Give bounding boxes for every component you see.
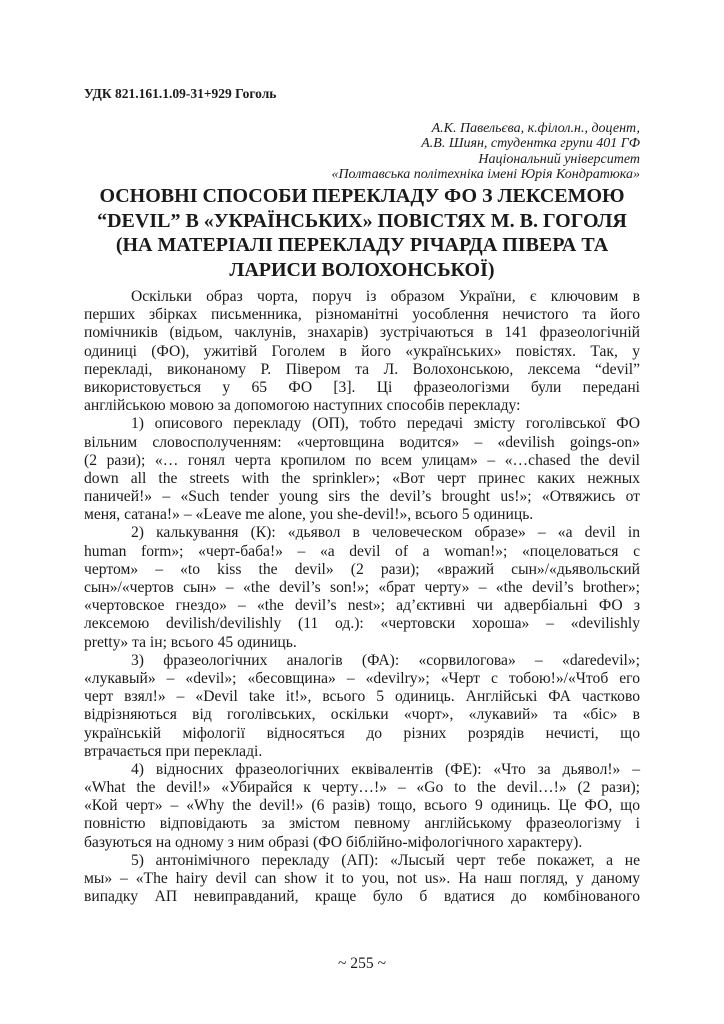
- paragraph: [84, 852, 640, 907]
- text-line: англійською мовою за допомогою наступних способів перекладу:: [84, 397, 521, 415]
- text-line: меня, сатана!» – «Leave me alone, you she-devil!», всього 5 одиниць.: [84, 506, 534, 524]
- text-line: human form»; «черт-баба!» – «a devil of a woman!»; «поцеловаться с: [84, 542, 640, 560]
- text-line: pretty» та ін; всього 45 одиниць.: [84, 633, 297, 651]
- title-line: (НА МАТЕРІАЛІ ПЕРЕКЛАДУ РІЧАРДА ПІВЕРА ТА: [115, 234, 609, 256]
- text-line: 1) описового перекладу (ОП), тобто передачі змісту гоголівської ФО: [131, 415, 640, 433]
- text-line: повністю відповідають за змістом певному англійському фразеологізму і: [84, 815, 640, 833]
- text-line: використовується у 65 ФО [3]. Ці фразеологізми були передані: [84, 378, 640, 396]
- article-body: [84, 288, 640, 906]
- text-line: «лукавый» – «devil»; «бесовщина» – «devilry»; «Черт с тобою!»/«Чтоб его: [84, 669, 640, 687]
- text-line: випадку АП невиправданий, краще було б вдатися до комбінованого: [84, 888, 640, 906]
- text-line: перших збірках письменника, різноманітні уособлення нечистого та його: [84, 306, 640, 324]
- title-line: “DEVIL” В «УКРАЇНСЬКИХ» ПОВІСТЯХ М. В. ГОГОЛЯ: [97, 209, 627, 232]
- text-line: вільним словосполученням: «чертовщина водится» – «devilish goings-on»: [84, 433, 640, 451]
- paragraph: [84, 415, 640, 524]
- text-line: Оскільки образ чорта, поруч із образом України, є ключовим в: [131, 288, 640, 305]
- udc-code: УДК 821.161.1.09-31+929 Гоголь: [84, 86, 277, 101]
- text-line: помічників (відьом, чаклунів, знахарів) зустрічаються в 141 фразеологічній: [84, 324, 640, 342]
- text-line: 3) фразеологічних аналогів (ФА): «сорвилогова» – «daredevil»;: [131, 651, 640, 669]
- text-line: «Кой черт» – «Why the devil!» (6 разів) тощо, всього 9 одиниць. Це ФО, що: [84, 797, 640, 815]
- paragraph: [84, 288, 640, 415]
- text-line: українській міфології відносяться до різних розрядів нечисті, що: [84, 724, 640, 742]
- affiliation-line: Національний університет: [478, 151, 640, 167]
- text-line: (2 рази); «… гонял черта кропилом по всем улицам» – «…chased the devil: [84, 451, 640, 469]
- text-line: паничей!» – «Such tender young sirs the devil’s brought us!»; «Отвяжись от: [84, 488, 640, 506]
- title-line: ЛАРИСИ ВОЛОХОНСЬКОЇ): [229, 258, 495, 281]
- title-line: ОСНОВНІ СПОСОБИ ПЕРЕКЛАДУ ФО З ЛЕКСЕМОЮ: [99, 185, 625, 207]
- article-title: [84, 184, 640, 282]
- author-block: [331, 121, 640, 182]
- text-line: лексемою devilish/devilishly (11 од.): «чертовски хороша» – «devilishly: [84, 615, 640, 633]
- paragraph: [84, 652, 640, 761]
- text-line: базуються на одному з ним образі (ФО біблійно-міфологічного характеру).: [84, 833, 583, 851]
- text-line: «What the devil!» «Убирайся к черту…!» – «Go to the devil…!» (2 рази);: [84, 779, 640, 797]
- text-line: чертом» – «to kiss the devil» (2 рази); «вражий сын»/«дьявольский: [84, 560, 640, 578]
- paragraph: [84, 761, 640, 852]
- text-line: відрізняються від гоголівських, оскільки «чорт», «лукавий» та «біс» в: [84, 706, 640, 724]
- text-line: втрачається при перекладі.: [84, 742, 263, 760]
- text-line: черт взял!» – «Devil take it!», всього 5 одиниць. Англійські ФА частково: [84, 688, 640, 706]
- text-line: down all the streets with the sprinkler»; «Вот черт принес каких нежных: [84, 469, 640, 487]
- author-line: А.К. Павельєва, к.філол.н., доцент,: [431, 121, 640, 136]
- text-line: «чертовское гнездо» – «the devil’s nest»; ад’єктивні чи адвербіальні ФО з: [84, 597, 640, 615]
- page-number: ~ 255 ~: [337, 955, 387, 972]
- text-line: сын»/«чертов сын» – «the devil’s son!»; «брат черту» – «the devil’s brother»;: [84, 579, 640, 596]
- text-line: перекладі, виконаному Р. Півером та Л. Волохонською, лексема “devil”: [84, 360, 640, 378]
- affiliation-line: «Полтавська політехніка імені Юрія Кондратюка»: [331, 166, 640, 182]
- paragraph: [84, 524, 640, 651]
- text-line: 2) калькування (К): «дьявол в человеческом образе» – «a devil in: [131, 524, 640, 542]
- text-line: 5) антонімічного перекладу (АП): «Лысый черт тебе покажет, а не: [131, 851, 640, 869]
- author-line: А.В. Шиян, студентка групи 401 ГФ: [421, 136, 640, 152]
- text-line: одиниці (ФО), ужитівй Гоголем в його «українських» повістях. Так, у: [84, 342, 640, 360]
- text-line: 4) відносних фразеологічних еквівалентів (ФЕ): «Что за дьявол!» –: [131, 760, 640, 778]
- text-line: мы» – «The hairy devil can show it to you, not us». На наш погляд, у даному: [84, 870, 640, 887]
